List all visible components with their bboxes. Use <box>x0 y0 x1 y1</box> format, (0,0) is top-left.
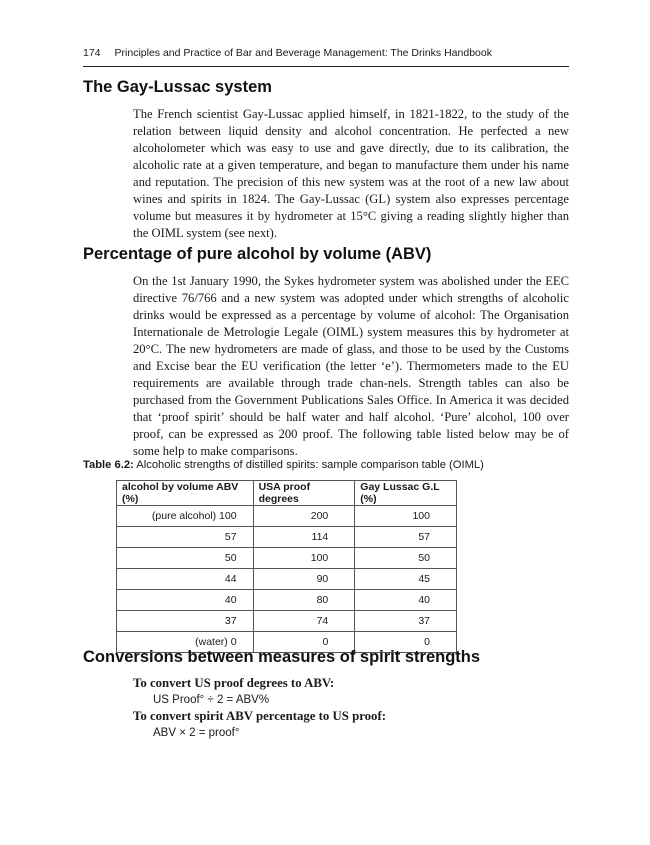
table-cell: 57 <box>117 527 254 548</box>
table-cell: 0 <box>253 632 355 653</box>
table-cell: 90 <box>253 569 355 590</box>
paragraph-abv: On the 1st January 1990, the Sykes hydrometer system was abolished under the EEC directive 76/766 and a new system was adopted under which strengths of alcoholic drinks would be expressed as a percentage by volume of alcohol: The Organisation Internationale de Metrologie Legale (OIML) system measures this by hydrometer at 20°C. The new hydrometers are made of glass, and those to be used by the Customs and Excise bear the EU verification (the letter ‘e’). Thermometers made to the EU requirements are available through trade chan-nels. Strength tables can also be purchased from the Government Publications Sales Office. In America it was decided that ‘proof spirit’ should be half water and half alcohol. ‘Pure’ alcohol, 100 over proof, can be expressed as 200 proof. The following table listed below may be of some help to make comparisons. <box>133 274 569 458</box>
table-cell: 114 <box>253 527 355 548</box>
column-header-abv: alcohol by volume ABV (%) <box>117 481 254 506</box>
book-title: Principles and Practice of Bar and Beverage Management: The Drinks Handbook <box>114 47 492 59</box>
table-cell: 57 <box>355 527 457 548</box>
column-header-us-proof: USA proof degrees <box>253 481 355 506</box>
strength-comparison-table <box>116 480 457 653</box>
table-cell: 37 <box>117 611 254 632</box>
table-row <box>117 548 457 569</box>
table-cell: 0 <box>355 632 457 653</box>
section-heading-gay-lussac: The Gay-Lussac system <box>83 78 272 96</box>
table-cell: (pure alcohol) 100 <box>117 506 254 527</box>
table-cell: 45 <box>355 569 457 590</box>
running-head <box>83 47 569 59</box>
table-row <box>117 590 457 611</box>
table-header-row <box>117 481 457 506</box>
table-caption-text: Alcoholic strengths of distilled spirits: sample comparison table (OIML) <box>133 459 484 471</box>
table-cell: 50 <box>355 548 457 569</box>
conversion-heading-to-proof: To convert spirit ABV percentage to US proof: <box>133 709 386 723</box>
formula-abv-to-proof: ABV × 2 = proof° <box>153 727 240 739</box>
formula-proof-to-abv: US Proof° ÷ 2 = ABV% <box>153 694 270 706</box>
table-cell: 100 <box>355 506 457 527</box>
column-header-gay-lussac: Gay Lussac G.L (%) <box>355 481 457 506</box>
table-cell: 80 <box>253 590 355 611</box>
header-rule <box>83 66 569 67</box>
table-row <box>117 569 457 590</box>
table-cell: 100 <box>253 548 355 569</box>
table-row <box>117 506 457 527</box>
table-cell: 50 <box>117 548 254 569</box>
table-row <box>117 611 457 632</box>
table-row <box>117 527 457 548</box>
section-heading-abv: Percentage of pure alcohol by volume (ABV) <box>83 245 432 263</box>
table-cell: 44 <box>117 569 254 590</box>
table-caption-label: Table 6.2: <box>83 459 134 471</box>
table-caption <box>83 459 569 471</box>
conversion-heading-to-abv: To convert US proof degrees to ABV: <box>133 676 335 690</box>
table-cell: (water) 0 <box>117 632 254 653</box>
table-cell: 74 <box>253 611 355 632</box>
page-number: 174 <box>83 47 101 59</box>
table-cell: 40 <box>117 590 254 611</box>
table-cell: 40 <box>355 590 457 611</box>
section-heading-conversions: Conversions between measures of spirit strengths <box>83 648 481 666</box>
table-cell: 200 <box>253 506 355 527</box>
table-cell: 37 <box>355 611 457 632</box>
paragraph-gay-lussac: The French scientist Gay-Lussac applied himself, in 1821-1822, to the study of the relation between liquid density and alcohol concentration. He perfected a new alcoholometer which was easy to use and gave directly, due to its calibration, the alcoholic rate at a given temperature, and began to manufacture them under his name and reputation. The precision of this new system was at the root of a new law about wines and spirits in 1824. The Gay-Lussac (GL) system also expresses percentage volume but measures it by hydrometer at 15°C giving a reading slightly higher than the OIML system (see next). <box>133 107 569 240</box>
